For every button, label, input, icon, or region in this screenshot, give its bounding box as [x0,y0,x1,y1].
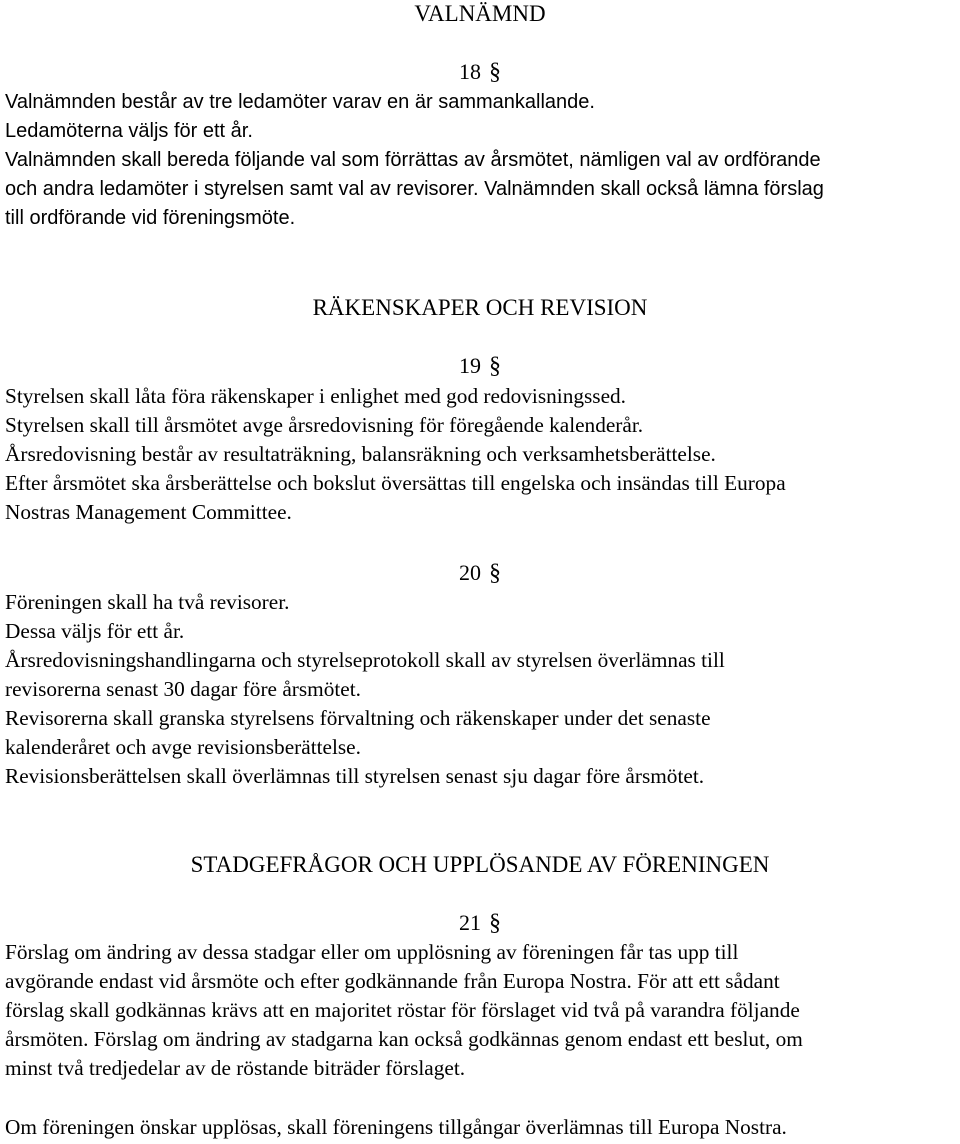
text-line: Föreningen skall ha två revisorer. [5,590,290,614]
paragraph-18-body [5,88,824,233]
section-symbol-icon: § [489,560,501,586]
paragraph-number: 18 [459,59,481,84]
text-line: Valnämnden består av tre ledamöter varav en är sammankallande. [5,91,595,113]
text-line: Valnämnden skall bereda följande val som förrättas av årsmötet, nämligen val av ordförande [5,149,821,171]
text-line: till ordförande vid föreningsmöte. [5,207,296,229]
text-line: förslag skall godkännas krävs att en majoritet röstar för förslaget vid två på varandra följande [5,998,800,1022]
text-line: Årsredovisningshandlingarna och styrelseprotokoll skall av styrelsen överlämnas till [5,648,725,672]
text-line: Efter årsmötet ska årsberättelse och bokslut översättas till engelska och insändas till Europa [5,471,786,495]
text-line: minst två tredjedelar av de röstande biträder förslaget. [5,1056,466,1080]
text-line: revisorerna senast 30 dagar före årsmötet. [5,677,361,701]
text-line: kalenderåret och avge revisionsberättelse. [5,735,361,759]
section-symbol-icon: § [489,910,501,936]
section-symbol-icon: § [489,353,501,379]
text-line: Ledamöterna väljs för ett år. [5,120,253,142]
text-line: Nostras Management Committee. [5,500,292,524]
text-line: Förslag om ändring av dessa stadgar eller om upplösning av föreningen får tas upp till [5,940,739,964]
paragraph-number: 21 [459,910,481,935]
text-line: Årsredovisning består av resultaträkning, balansräkning och verksamhetsberättelse. [5,442,716,466]
paragraph-number-19 [5,352,955,380]
paragraph-number-18 [5,58,955,86]
text-line [5,175,824,204]
paragraph-number: 20 [459,560,481,585]
paragraph-number-21 [5,909,955,937]
paragraph-19-body [5,382,786,527]
section-heading-rakenskaper: RÄKENSKAPER OCH REVISION [312,295,648,320]
text-span: Valnämnden skall också lämna förslag [478,178,824,200]
paragraph-21-body [5,938,803,1083]
section-heading-valnamnd: VALNÄMND [414,1,546,26]
text-line: Revisionsberättelsen skall överlämnas till styrelsen senast sju dagar före årsmötet. [5,764,705,788]
text-line: Om föreningen önskar upplösas, skall föreningens tillgångar överlämnas till Europa Nostra. [5,1115,787,1139]
paragraph-number: 19 [459,353,481,378]
text-line: Revisorerna skall granska styrelsens förvaltning och räkenskaper under det senaste [5,706,711,730]
paragraph-number-20 [5,559,955,587]
section-symbol-icon: § [489,59,501,85]
text-line: Dessa väljs för ett år. [5,619,185,643]
text-line: årsmöten. Förslag om ändring av stadgarna kan också godkännas genom endast ett beslut, om [5,1027,803,1051]
text-line: avgörande endast vid årsmöte och efter godkännande från Europa Nostra. För att ett sådant [5,969,780,993]
text-span: och andra ledamöter i styrelsen samt val av revisorer. [5,178,479,200]
section-heading-stadgefragor: STADGEFRÅGOR OCH UPPLÖSANDE AV FÖRENINGEN [190,852,770,877]
paragraph-20-body [5,588,725,791]
text-line: Styrelsen skall låta föra räkenskaper i enlighet med god redovisningssed. [5,384,626,408]
text-line: Styrelsen skall till årsmötet avge årsredovisning för föregående kalenderår. [5,413,644,437]
